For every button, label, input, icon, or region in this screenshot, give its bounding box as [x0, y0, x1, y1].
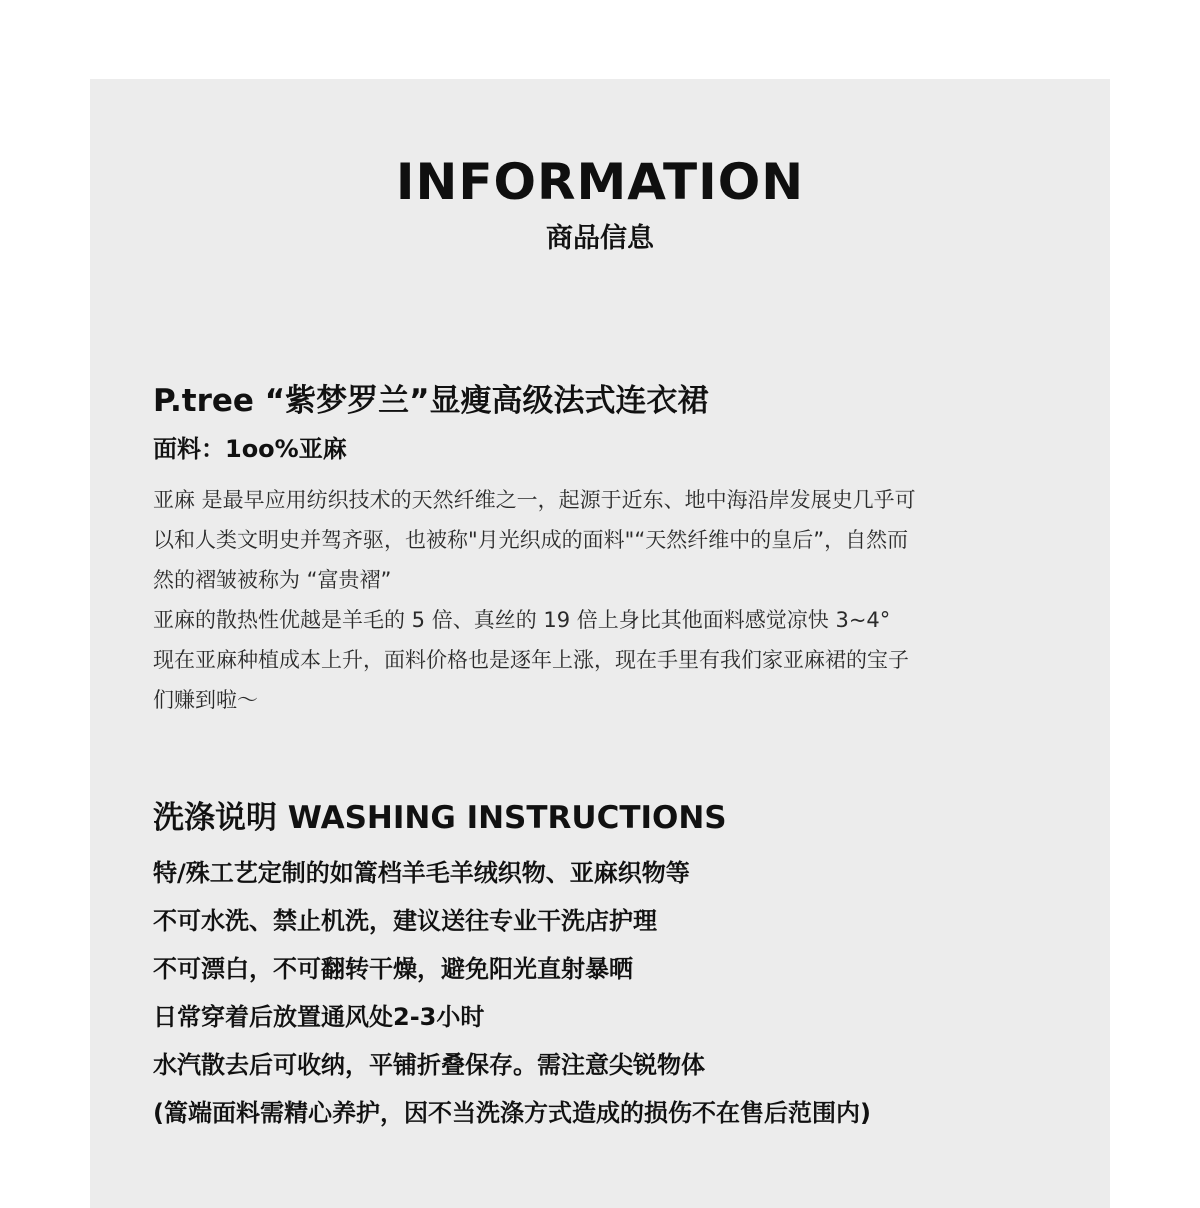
product-description: [153, 480, 1053, 720]
fabric-composition: 面料：1oo%亚麻: [153, 435, 347, 463]
page-subtitle: 商品信息: [546, 223, 654, 254]
description-line: 们赚到啦～: [153, 688, 258, 712]
washing-title: 洗涤说明 WASHING INSTRUCTIONS: [153, 800, 727, 836]
description-line: 然的褶皱被称为 “富贵褶”: [153, 568, 392, 592]
product-title: P.tree “紫梦罗兰”显瘦高级法式连衣裙: [153, 383, 709, 419]
description-line: 现在亚麻种植成本上升，面料价格也是逐年上涨，现在手里有我们家亚麻裙的宝子: [153, 648, 909, 672]
washing-item: 不可水洗、禁止机洗，建议送往专业干洗店护理: [153, 907, 657, 935]
description-line: 以和人类文明史并驾齐驱，也被称"月光织成的面料"“天然纤维中的皇后”，自然而: [153, 528, 909, 552]
washing-item: 日常穿着后放置通风处2-3小时: [153, 1003, 485, 1031]
washing-item: 不可漂白，不可翻转干燥，避免阳光直射暴晒: [153, 955, 633, 983]
description-line: 亚麻的散热性优越是羊毛的 5 倍、真丝的 19 倍上身比其他面料感觉凉快 3~4°: [153, 608, 891, 632]
washing-instructions: [153, 849, 1053, 1137]
washing-item: 特/殊工艺定制的如篙档羊毛羊绒织物、亚麻织物等: [153, 859, 690, 887]
washing-item: (篙端面料需精心养护，因不当洗涤方式造成的损伤不在售后范围内): [153, 1099, 871, 1127]
description-line: 亚麻 是最早应用纺织技术的天然纤维之一，起源于近东、地中海沿岸发展史几乎可: [153, 488, 916, 512]
page-title: INFORMATION: [395, 153, 805, 211]
washing-item: 水汽散去后可收纳，平铺折叠保存。需注意尖锐物体: [153, 1051, 705, 1079]
